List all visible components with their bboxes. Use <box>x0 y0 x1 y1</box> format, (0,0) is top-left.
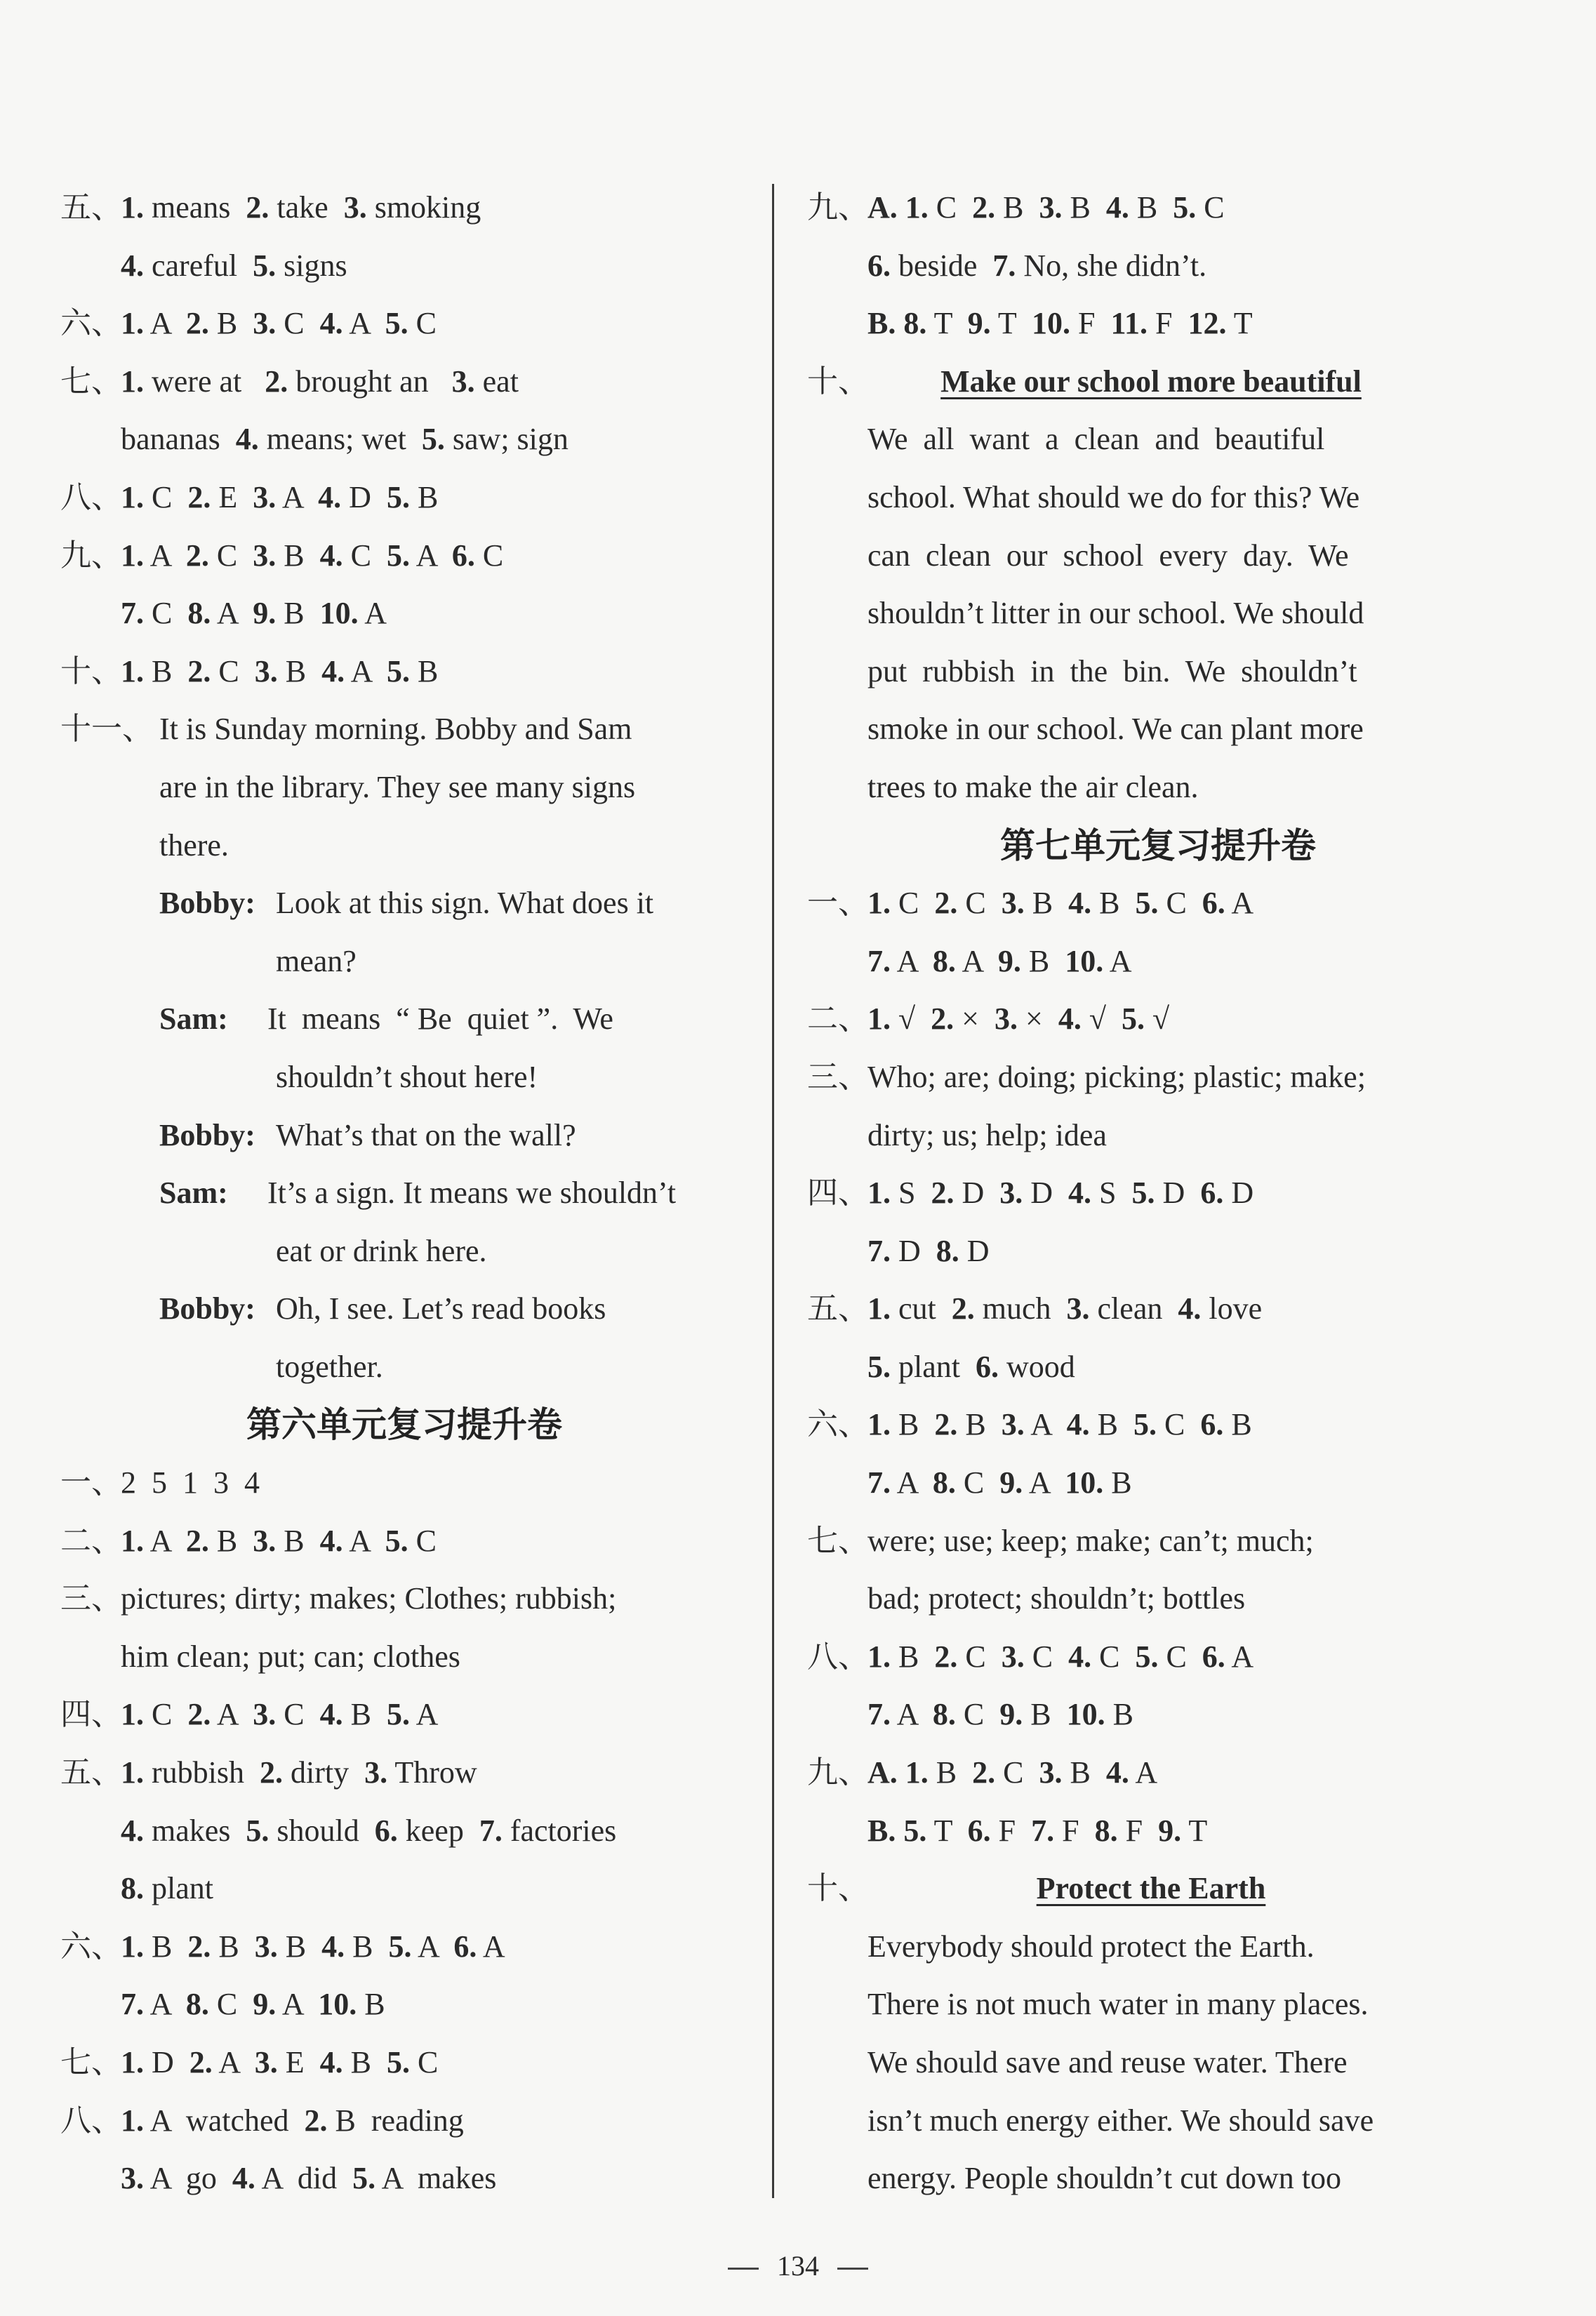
question-number: 四、 <box>60 1697 122 1732</box>
speaker-name: Bobby: <box>159 1291 255 1326</box>
answer-text: 3. A go 4. A did 5. A makes <box>121 2161 497 2196</box>
answer-line <box>60 469 748 527</box>
question-number: 七、 <box>60 2045 122 2079</box>
answer-text: school. What should we do for this? We <box>867 479 1360 514</box>
answer-line <box>60 700 748 759</box>
answer-text: We should save and reuse water. There <box>867 2045 1348 2079</box>
answer-line <box>807 759 1509 817</box>
answer-line <box>60 1107 748 1165</box>
answer-text: 1. D 2. A 3. E 4. B 5. C <box>121 2045 439 2079</box>
answer-line <box>60 2092 748 2150</box>
question-number: 九、 <box>807 190 869 225</box>
answer-text: 1. C 2. A 3. C 4. B 5. A <box>121 1697 439 1732</box>
question-number: 八、 <box>60 479 122 514</box>
answer-line <box>60 295 748 353</box>
answer-text: together. <box>276 1349 383 1384</box>
answer-line <box>60 585 748 643</box>
answer-text: 5. plant 6. wood <box>867 1349 1075 1384</box>
answer-text: 1. C 2. C 3. B 4. B 5. C 6. A <box>867 886 1254 921</box>
answer-line <box>60 1338 748 1397</box>
answer-line <box>60 2034 748 2092</box>
answer-line <box>807 2034 1509 2092</box>
answer-line <box>60 1570 748 1628</box>
answer-line <box>60 933 748 991</box>
answer-text: eat or drink here. <box>276 1233 487 1268</box>
answer-line <box>60 527 748 585</box>
answer-line <box>60 1454 748 1512</box>
answer-line <box>807 1223 1509 1281</box>
footer-dash-right <box>837 2268 868 2270</box>
question-number: 一、 <box>60 1465 122 1500</box>
answer-line <box>807 1049 1509 1107</box>
question-number: 三、 <box>807 1059 869 1094</box>
section-heading: 第六单元复习提升卷 <box>246 1404 562 1446</box>
answer-line <box>807 295 1509 353</box>
answer-line <box>807 411 1509 469</box>
answer-text: there. <box>159 827 229 863</box>
answer-text: 7. A 8. C 9. A 10. B <box>867 1465 1132 1500</box>
question-number: 九、 <box>60 538 122 573</box>
answer-line <box>807 1628 1509 1686</box>
answer-text: A. 1. C 2. B 3. B 4. B 5. C <box>867 190 1225 225</box>
dialogue-line: It means “ Be quiet ”. We <box>267 1001 613 1037</box>
column-divider <box>772 184 774 2198</box>
dialogue-line: Look at this sign. What does it <box>276 886 654 921</box>
answer-line <box>807 1396 1509 1454</box>
answer-text: 1. means 2. take 3. smoking <box>121 190 481 225</box>
speaker-name: Sam: <box>159 1001 228 1037</box>
answer-text: shouldn’t shout here! <box>276 1059 538 1094</box>
answer-line <box>807 237 1509 295</box>
question-number: 五、 <box>60 1755 122 1790</box>
essay-title: Make our school more beautiful <box>940 364 1362 399</box>
answer-line <box>807 2150 1509 2208</box>
answer-text: 6. beside 7. No, she didn’t. <box>867 248 1207 283</box>
answer-line <box>60 874 748 933</box>
question-number: 五、 <box>60 190 122 225</box>
question-number: 六、 <box>807 1407 869 1442</box>
answer-text: B. 5. T 6. F 7. F 8. F 9. T <box>867 1813 1208 1848</box>
answer-text: energy. People shouldn’t cut down too <box>867 2161 1341 2196</box>
answer-line <box>60 1686 748 1744</box>
answer-text: Who; are; doing; picking; plastic; make; <box>867 1059 1366 1094</box>
answer-line <box>60 759 748 817</box>
answer-line <box>807 1744 1509 1802</box>
answer-line <box>60 1223 748 1281</box>
answer-line <box>60 1512 748 1571</box>
answer-text: put rubbish in the bin. We shouldn’t <box>867 653 1357 688</box>
question-number: 七、 <box>60 364 122 399</box>
question-number: 八、 <box>807 1639 869 1674</box>
answer-text: isn’t much energy either. We should save <box>867 2103 1374 2138</box>
answer-text: 1. C 2. E 3. A 4. D 5. B <box>121 479 439 514</box>
answer-text: 1. B 2. B 3. B 4. B 5. A 6. A <box>121 1929 505 1964</box>
answer-line <box>807 700 1509 759</box>
answer-text: pictures; dirty; makes; Clothes; rubbish; <box>121 1581 617 1616</box>
dialogue-line: Oh, I see. Let’s read books <box>276 1291 606 1326</box>
answer-line <box>60 1280 748 1338</box>
answer-text: 1. A 2. B 3. B 4. A 5. C <box>121 1523 437 1558</box>
question-number: 十、 <box>807 1871 869 1906</box>
footer-dash-left <box>728 2268 759 2270</box>
answer-line <box>807 1338 1509 1397</box>
answer-line <box>807 1976 1509 2034</box>
answer-text: 1. B 2. C 3. C 4. C 5. C 6. A <box>867 1639 1254 1674</box>
answer-line <box>807 179 1509 237</box>
question-number: 十、 <box>60 653 122 688</box>
answer-text: 4. careful 5. signs <box>121 248 347 283</box>
answer-text: It is Sunday morning. Bobby and Sam <box>159 712 632 747</box>
answer-text: trees to make the air clean. <box>867 769 1199 804</box>
answer-line <box>60 1860 748 1918</box>
answer-text: shouldn’t litter in our school. We should <box>867 596 1364 631</box>
essay-title: Protect the Earth <box>1036 1871 1266 1906</box>
answer-line <box>807 990 1509 1049</box>
question-number: 十、 <box>807 364 869 399</box>
answer-text: 7. D 8. D <box>867 1233 990 1268</box>
speaker-name: Sam: <box>159 1176 228 1211</box>
right-column <box>807 179 1509 2208</box>
answer-text: We all want a clean and beautiful <box>867 422 1325 457</box>
question-number: 二、 <box>60 1523 122 1558</box>
answer-line <box>60 1049 748 1107</box>
answer-line <box>60 1628 748 1686</box>
answer-text: 7. A 8. A 9. B 10. A <box>867 943 1132 978</box>
answer-text: 1. A 2. B 3. C 4. A 5. C <box>121 306 437 341</box>
answer-text: mean? <box>276 943 357 978</box>
answer-line <box>60 1744 748 1802</box>
answer-text: 1. √ 2. × 3. × 4. √ 5. √ <box>867 1001 1170 1037</box>
question-number: 一、 <box>807 886 869 921</box>
answer-line <box>60 353 748 411</box>
answer-text: were; use; keep; make; can’t; much; <box>867 1523 1314 1558</box>
page-number: 134 <box>777 2250 819 2282</box>
answer-text: can clean our school every day. We <box>867 538 1349 573</box>
answer-text: him clean; put; can; clothes <box>121 1639 460 1674</box>
answer-text: 1. B 2. B 3. A 4. B 5. C 6. B <box>867 1407 1252 1442</box>
question-number: 六、 <box>60 1929 122 1964</box>
question-number: 八、 <box>60 2103 122 2138</box>
answer-line <box>807 1686 1509 1744</box>
answer-text: B. 8. T 9. T 10. F 11. F 12. T <box>867 306 1253 341</box>
answer-line <box>807 933 1509 991</box>
answer-line <box>60 643 748 701</box>
answer-text: bad; protect; shouldn’t; bottles <box>867 1581 1246 1616</box>
answer-line <box>807 1280 1509 1338</box>
answer-line <box>807 874 1509 933</box>
answer-text: bananas 4. means; wet 5. saw; sign <box>121 422 568 457</box>
answer-line <box>60 179 748 237</box>
answer-line <box>60 1918 748 1976</box>
question-number: 四、 <box>807 1176 869 1211</box>
question-number: 二、 <box>807 1001 869 1037</box>
answer-line <box>60 237 748 295</box>
answer-line <box>807 353 1509 411</box>
question-number: 六、 <box>60 306 122 341</box>
answer-text: 4. makes 5. should 6. keep 7. factories <box>121 1813 617 1848</box>
speaker-name: Bobby: <box>159 1117 255 1152</box>
answer-text: 1. A 2. C 3. B 4. C 5. A 6. C <box>121 538 504 573</box>
answer-text: 1. B 2. C 3. B 4. A 5. B <box>121 653 439 688</box>
answer-line <box>807 1570 1509 1628</box>
answer-line <box>807 527 1509 585</box>
answer-line <box>807 1454 1509 1512</box>
answer-text: smoke in our school. We can plant more <box>867 712 1364 747</box>
answer-line <box>60 990 748 1049</box>
answer-line <box>807 1918 1509 1976</box>
page-footer <box>0 2249 1596 2282</box>
answer-line <box>807 643 1509 701</box>
answer-text: 1. were at 2. brought an 3. eat <box>121 364 519 399</box>
answer-text: 7. C 8. A 9. B 10. A <box>121 596 387 631</box>
answer-text: 1. A watched 2. B reading <box>121 2103 464 2138</box>
answer-line <box>60 1976 748 2034</box>
answer-text: 1. S 2. D 3. D 4. S 5. D 6. D <box>867 1176 1254 1211</box>
answer-line <box>60 1802 748 1861</box>
question-number: 十一、 <box>60 712 153 747</box>
question-number: 三、 <box>60 1581 122 1616</box>
question-number: 七、 <box>807 1523 869 1558</box>
answer-line <box>807 2092 1509 2150</box>
speaker-name: Bobby: <box>159 886 255 921</box>
section-heading: 第七单元复习提升卷 <box>1000 825 1316 866</box>
answer-text: 7. A 8. C 9. A 10. B <box>121 1987 385 2022</box>
answer-text: 2 5 1 3 4 <box>121 1465 260 1500</box>
answer-line <box>807 1164 1509 1223</box>
answer-line <box>807 469 1509 527</box>
answer-text: 8. plant <box>121 1871 213 1906</box>
answer-text: 1. cut 2. much 3. clean 4. love <box>867 1291 1263 1326</box>
answer-line <box>60 411 748 469</box>
answer-text: dirty; us; help; idea <box>867 1117 1107 1152</box>
answer-line <box>807 1860 1509 1918</box>
answer-line <box>60 1164 748 1223</box>
answer-text: 1. rubbish 2. dirty 3. Throw <box>121 1755 477 1790</box>
question-number: 九、 <box>807 1755 869 1790</box>
answer-line <box>60 817 748 875</box>
answer-line <box>807 1802 1509 1861</box>
question-number: 五、 <box>807 1291 869 1326</box>
answer-text: There is not much water in many places. <box>867 1987 1369 2022</box>
answer-text: Everybody should protect the Earth. <box>867 1929 1315 1964</box>
answer-text: are in the library. They see many signs <box>159 769 636 804</box>
dialogue-line: What’s that on the wall? <box>276 1117 576 1152</box>
answer-text: 7. A 8. C 9. B 10. B <box>867 1697 1133 1732</box>
left-column <box>60 179 748 2208</box>
answer-line <box>807 585 1509 643</box>
answer-line <box>807 1107 1509 1165</box>
dialogue-line: It’s a sign. It means we shouldn’t <box>267 1176 677 1211</box>
answer-text: A. 1. B 2. C 3. B 4. A <box>867 1755 1158 1790</box>
answer-line <box>60 2150 748 2208</box>
answer-line <box>807 1512 1509 1571</box>
